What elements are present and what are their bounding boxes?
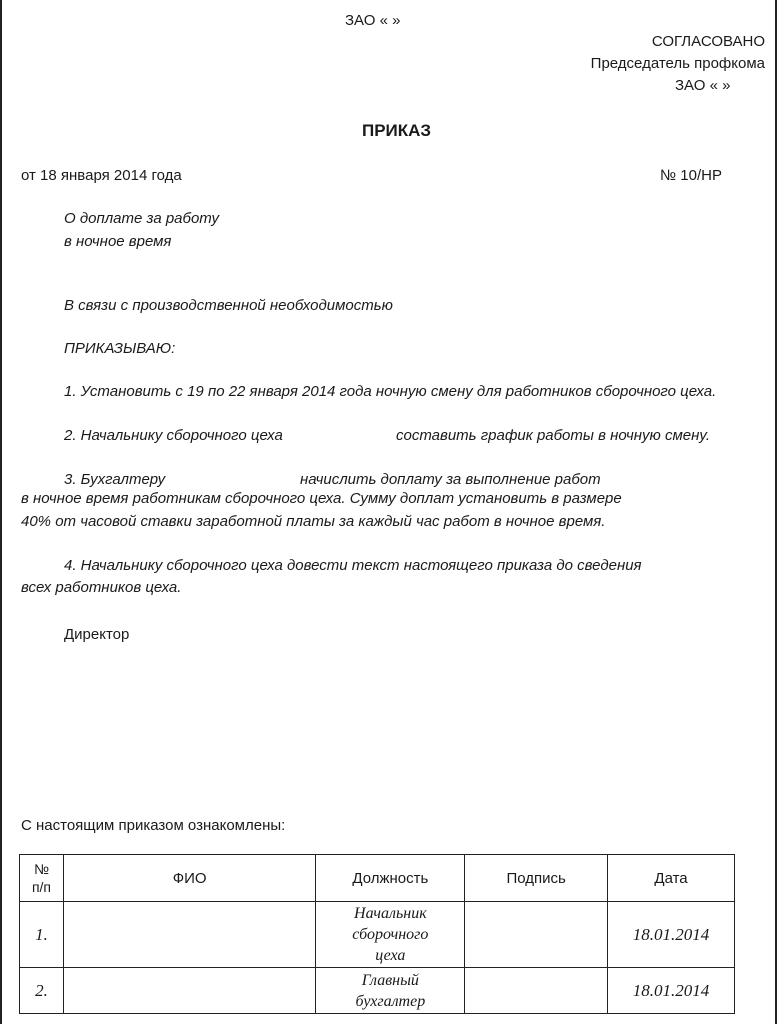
row-signature <box>465 968 608 1014</box>
col-date-header: Дата <box>608 855 735 902</box>
table-row <box>20 968 735 1014</box>
row-date: 18.01.2014 <box>608 968 735 1014</box>
document-title: ПРИКАЗ <box>362 121 432 140</box>
item-3-line-3: 40% от часовой ставки заработной платы за каждый час работ в ночное время. <box>21 513 606 530</box>
subject-line-2: в ночное время <box>64 233 172 250</box>
row-signature <box>465 902 608 968</box>
item-4-line-1: 4. Начальнику сборочного цеха довести текст настоящего приказа до сведения <box>64 557 642 574</box>
company-header: ЗАО « » <box>345 12 401 29</box>
col-fio-header: ФИО <box>63 855 316 902</box>
row-number: 1. <box>20 902 64 968</box>
approval-role: Председатель профкома <box>590 55 765 72</box>
item-3-line-2: в ночное время работникам сборочного цеха. Сумму доплат установить в размере <box>21 490 622 507</box>
table-row <box>20 902 735 968</box>
item-4-line-2: всех работников цеха. <box>21 579 182 596</box>
row-number: 2. <box>20 968 64 1014</box>
approval-company: ЗАО « » <box>675 77 731 94</box>
row-fio <box>63 902 316 968</box>
item-3-start: 3. Бухгалтеру <box>64 471 166 488</box>
table-header-row <box>20 855 735 902</box>
approval-title: СОГЛАСОВАНО <box>651 33 765 50</box>
signature-role: Директор <box>64 626 130 643</box>
acknowledgement-table <box>19 854 735 1014</box>
subject-line-1: О доплате за работу <box>64 210 219 227</box>
row-position: Главный бухгалтер <box>316 968 465 1014</box>
item-2-start: 2. Начальнику сборочного цеха <box>64 427 283 444</box>
row-date: 18.01.2014 <box>608 902 735 968</box>
item-2-end: составить график работы в ночную смену. <box>396 427 711 444</box>
row-position: Начальник сборочного цеха <box>316 902 465 968</box>
acknowledgement-label: С настоящим приказом ознакомлены: <box>21 817 286 834</box>
col-number-header: № п/п <box>20 855 64 902</box>
item-3-end: начислить доплату за выполнение работ <box>300 471 601 488</box>
col-signature-header: Подпись <box>465 855 608 902</box>
order-date: от 18 января 2014 года <box>21 167 182 184</box>
col-position-header: Должность <box>316 855 465 902</box>
item-1: 1. Установить с 19 по 22 января 2014 года ночную смену для работников сборочного цеха. <box>64 383 717 400</box>
row-fio <box>63 968 316 1014</box>
preamble: В связи с производственной необходимостью <box>64 297 393 314</box>
order-number: № 10/НР <box>660 167 722 184</box>
order-word: ПРИКАЗЫВАЮ: <box>64 340 176 357</box>
